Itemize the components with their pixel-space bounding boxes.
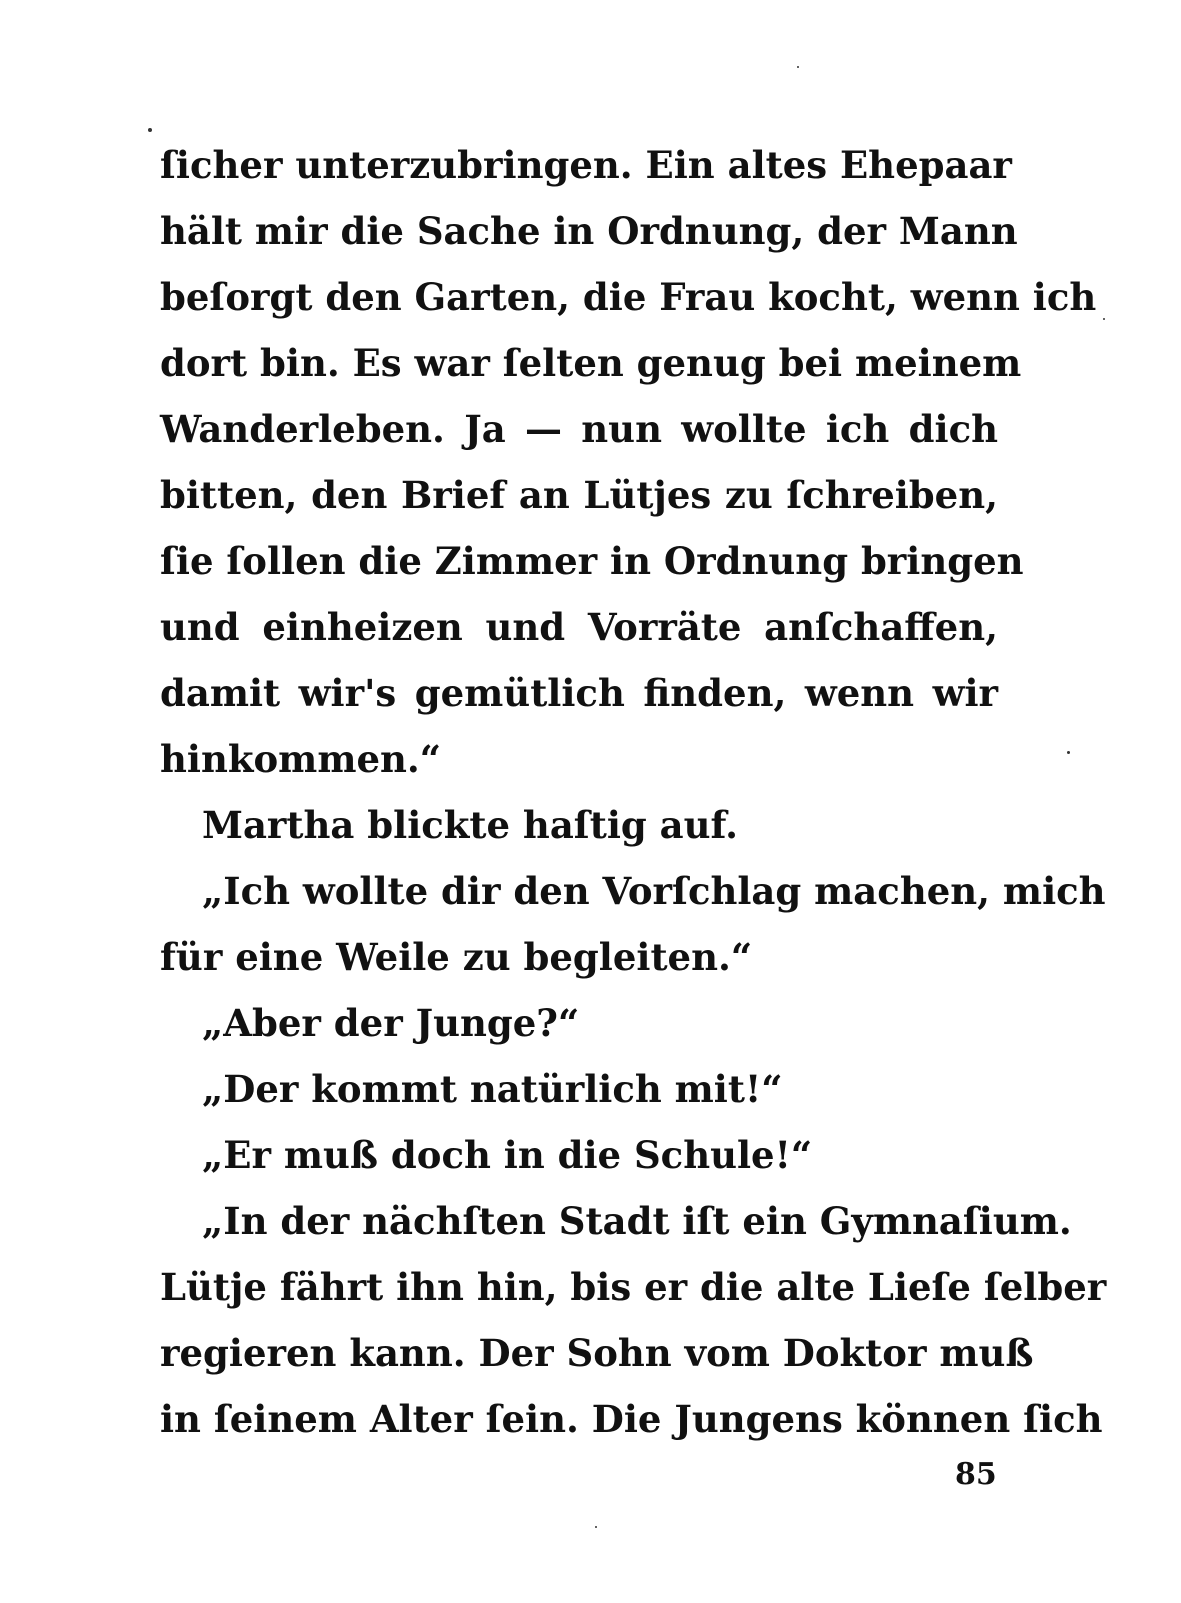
text-line: ſicher unterzubringen. Ein altes Ehepaar (160, 143, 1012, 187)
text-line: für eine Weile zu begleiten.“ (160, 935, 753, 979)
body-text (160, 132, 1107, 1452)
text-line: und einheizen und Vorräte anſchaffen, (160, 605, 998, 649)
text-line: hinkommen.“ (160, 737, 442, 781)
text-line: damit wir's gemütlich finden, wenn wir (160, 671, 998, 715)
text-line: beſorgt den Garten, die Frau kocht, wenn ich (160, 275, 1097, 319)
text-line: dort bin. Es war ſelten genug bei meinem (160, 341, 1022, 385)
text-line: „Aber der Junge?“ (202, 1001, 580, 1045)
text-line: hält mir die Sache in Ordnung, der Mann (160, 209, 1018, 253)
text-line: „Ich wollte dir den Vorſchlag machen, mich (202, 869, 1106, 913)
text-line: in ſeinem Alter ſein. Die Jungens können ſich (160, 1397, 1103, 1441)
text-line: Lütje fährt ihn hin, bis er die alte Lieſe ſelber (160, 1265, 1107, 1309)
print-speck (148, 128, 152, 132)
page-number: 85 (955, 1457, 997, 1492)
text-line: bitten, den Brief an Lütjes zu ſchreiben, (160, 473, 998, 517)
text-line: „Er muß doch in die Schule!“ (202, 1133, 813, 1177)
print-speck (595, 1526, 597, 1528)
print-speck (1103, 318, 1105, 320)
print-speck (797, 66, 799, 68)
text-line: „Der kommt natürlich mit!“ (202, 1067, 783, 1111)
text-line: Martha blickte haſtig auf. (202, 803, 738, 847)
text-line: Wanderleben. Ja — nun wollte ich dich (160, 407, 998, 451)
text-line: „In der nächſten Stadt iſt ein Gymnaſium. (202, 1199, 1072, 1243)
print-speck (1067, 751, 1070, 754)
text-line: ſie ſollen die Zimmer in Ordnung bringen (160, 539, 1024, 583)
text-line: regieren kann. Der Sohn vom Doktor muß (160, 1331, 1034, 1375)
